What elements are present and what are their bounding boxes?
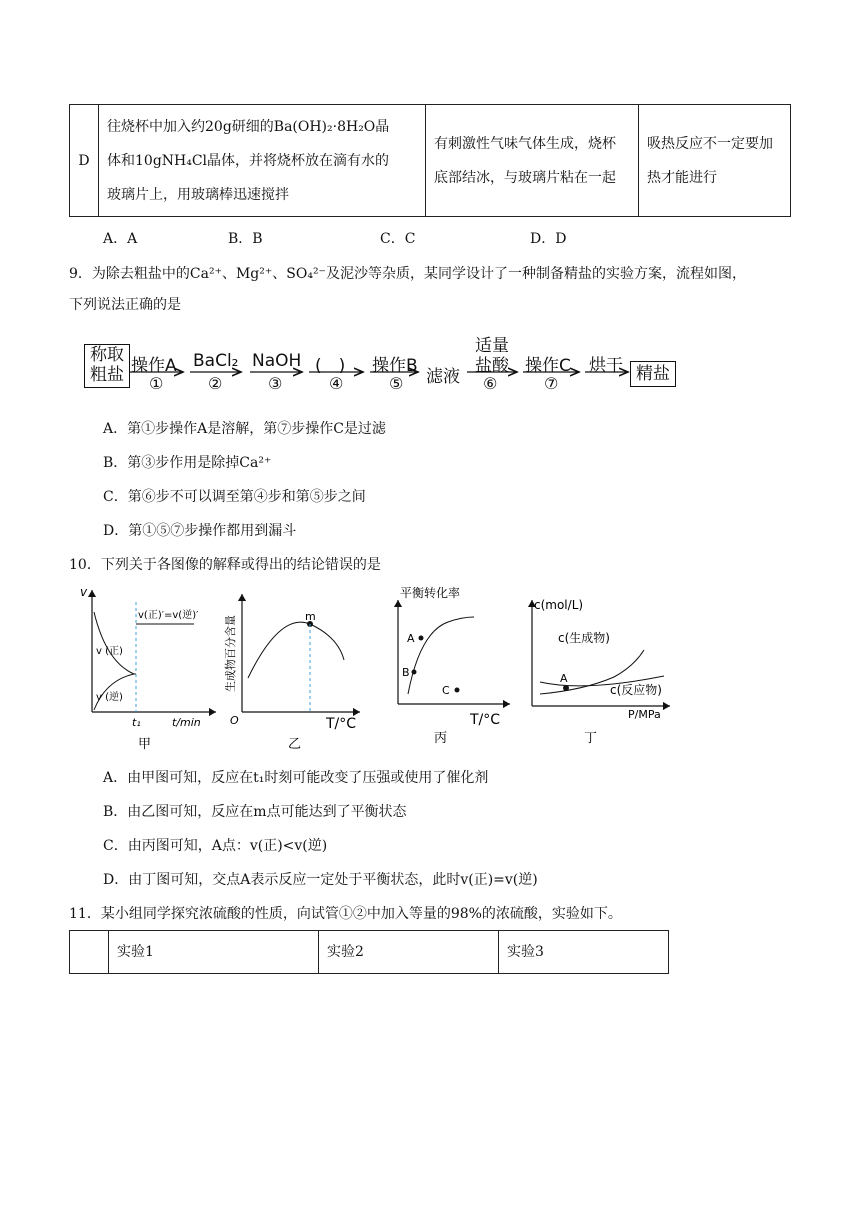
yi-y-label: 生成物百分含量 xyxy=(224,615,237,692)
q9-stem-line2: 下列说法正确的是 xyxy=(69,297,181,313)
flow-step7-number: ⑦ xyxy=(544,374,559,393)
q8-option-a: A．A xyxy=(103,231,138,247)
bing-a-label: A xyxy=(407,632,415,645)
q9-stem-line1: 9．为除去粗盐中的Ca²⁺、Mg²⁺、SO₄²⁻及泥沙等杂质，某同学设计了一种制备精盐的实验方案，流程如图， xyxy=(69,266,746,282)
flow-step3-label: NaOH xyxy=(252,351,302,371)
jia-caption: 甲 xyxy=(138,737,152,752)
graph-ding xyxy=(524,582,684,754)
graph-yi xyxy=(220,582,370,754)
q10-option-b: B．由乙图可知，反应在m点可能达到了平衡状态 xyxy=(103,804,407,820)
q10-option-a: A．由甲图可知，反应在t₁时刻可能改变了压强或使用了催化剂 xyxy=(103,770,489,786)
flow-step5-number: ⑤ xyxy=(389,374,404,393)
q8-option-d: D．D xyxy=(530,231,567,247)
graph-jia xyxy=(76,582,236,754)
bing-caption: 丙 xyxy=(434,731,448,746)
flow-step2-number: ② xyxy=(208,374,223,393)
flow-step4-label: ( ) xyxy=(315,356,346,376)
flow-step6-amount: 适量 xyxy=(475,336,509,356)
conclusion-line: 热才能进行 xyxy=(647,169,717,186)
ding-product-label: c(生成物) xyxy=(558,631,610,645)
q11-stem: 11．某小组同学探究浓硫酸的性质，向试管①②中加入等量的98%的浓硫酸，实验如下。 xyxy=(69,906,622,922)
q11-header-exp1: 实验1 xyxy=(109,931,319,974)
q8-option-b: B．B xyxy=(228,231,263,247)
yi-x-label: T/°C xyxy=(326,716,357,732)
phenomenon-line: 有刺激性气味气体生成，烧杯 xyxy=(434,135,616,152)
q9-option-b: B．第③步作用是除掉Ca²⁺ xyxy=(103,455,272,471)
flow-step2-label: BaCl₂ xyxy=(193,351,239,371)
bing-y-label: 平衡转化率 xyxy=(400,586,461,600)
jia-equal-label: v(正)′=v(逆)′ xyxy=(138,610,199,621)
graph-bing xyxy=(390,582,520,754)
jia-t1-label: t₁ xyxy=(132,716,141,729)
flow-start-text: 称取 xyxy=(90,345,124,365)
jia-reverse-label: v (逆) xyxy=(96,692,123,703)
yi-origin: O xyxy=(230,714,239,727)
flow-step5-label: 操作B xyxy=(372,356,418,376)
procedure-line: 体和10gNH₄Cl晶体，并将烧杯放在滴有水的 xyxy=(107,152,390,169)
flow-step7-label: 操作C xyxy=(525,356,571,376)
q8-option-c: C．C xyxy=(380,231,416,247)
q11-table xyxy=(69,930,669,974)
ding-x-label: P/MPa xyxy=(628,708,661,721)
procedure-line: 玻璃片上，用玻璃棒迅速搅拌 xyxy=(107,186,289,203)
ding-reactant-label: c(反应物) xyxy=(610,683,662,697)
conclusion-line: 吸热反应不一定要加 xyxy=(647,135,773,152)
flow-step6-number: ⑥ xyxy=(483,374,498,393)
bing-c-label: C xyxy=(442,684,450,697)
flow-arrows xyxy=(0,0,860,420)
row-label: D xyxy=(70,105,99,217)
q9-option-d: D．第①⑤⑦步操作都用到漏斗 xyxy=(103,523,297,539)
flow-end-box: 精盐 xyxy=(630,361,676,387)
flow-step4-number: ④ xyxy=(329,374,344,393)
bing-x-label: T/°C xyxy=(470,712,501,728)
flow-step3-number: ③ xyxy=(268,374,283,393)
bing-b-label: B xyxy=(402,666,410,679)
q9-option-a: A．第①步操作A是溶解，第⑦步操作C是过滤 xyxy=(103,421,386,437)
flow-step1-label: 操作A xyxy=(131,356,177,376)
jia-forward-label: v (正) xyxy=(96,646,123,657)
ding-y-label: c(mol/L) xyxy=(534,598,584,612)
procedure-line: 往烧杯中加入约20g研细的Ba(OH)₂·8H₂O晶 xyxy=(107,118,390,135)
q11-header-exp3: 实验3 xyxy=(499,931,669,974)
q11-header-blank xyxy=(70,931,109,974)
flow-step8-label: 烘干 xyxy=(589,356,623,376)
flow-step1-number: ① xyxy=(149,374,164,393)
q10-option-c: C．由丙图可知，A点：v(正)<v(逆) xyxy=(103,838,328,854)
phenomenon-line: 底部结冰，与玻璃片粘在一起 xyxy=(434,169,616,186)
q10-option-d: D．由丁图可知，交点A表示反应一定处于平衡状态，此时v(正)=v(逆) xyxy=(103,872,538,888)
ding-caption: 丁 xyxy=(584,731,598,746)
flow-step6-label: 盐酸 xyxy=(475,356,509,376)
yi-caption: 乙 xyxy=(288,737,302,752)
flow-filtrate-label: 滤液 xyxy=(426,367,460,387)
q11-header-exp2: 实验2 xyxy=(319,931,499,974)
q9-option-c: C．第⑥步不可以调至第④步和第⑤步之间 xyxy=(103,489,366,505)
ding-a-label: A xyxy=(560,672,568,685)
q10-stem: 10．下列关于各图像的解释或得出的结论错误的是 xyxy=(69,557,381,573)
flow-start-text: 粗盐 xyxy=(90,365,124,385)
jia-y-label: v xyxy=(80,585,88,599)
jia-x-label: t/min xyxy=(172,716,201,729)
yi-m-label: m xyxy=(305,610,316,623)
